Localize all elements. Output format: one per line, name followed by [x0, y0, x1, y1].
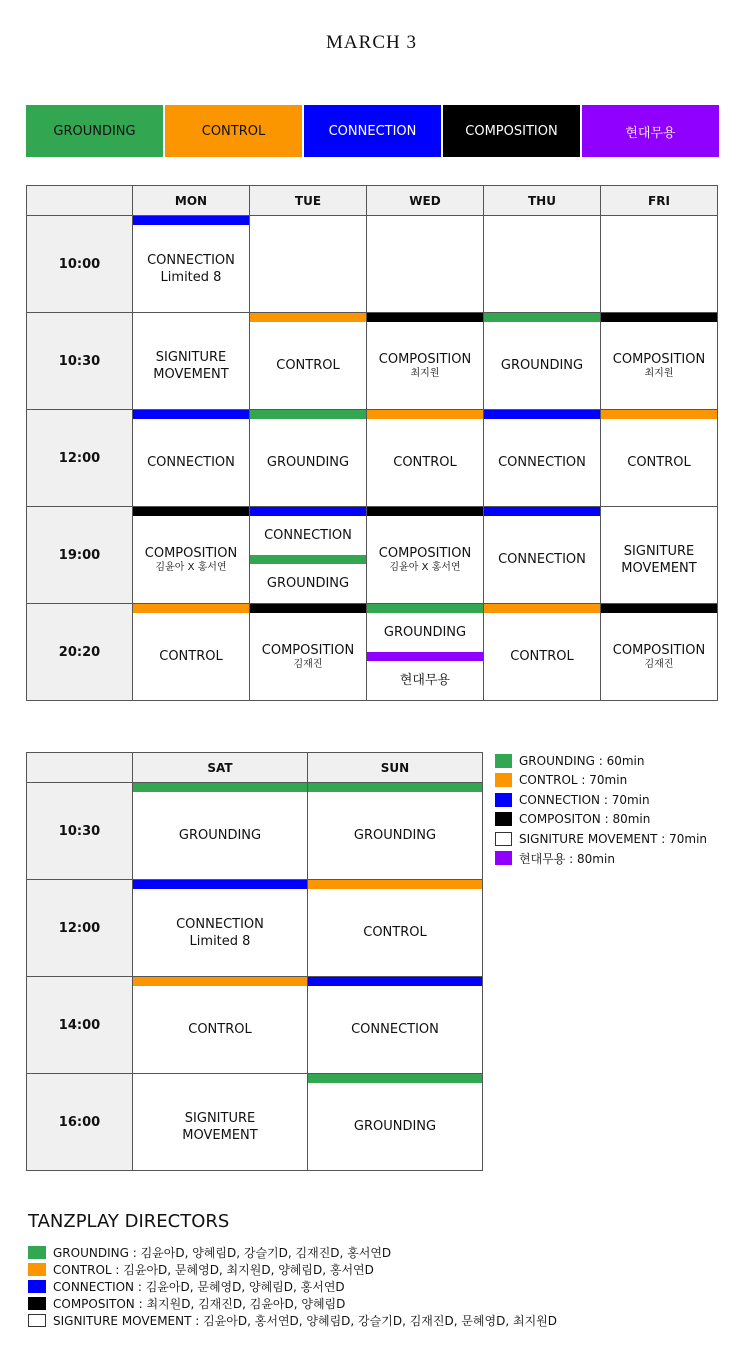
weekend-schedule-table [26, 752, 483, 1171]
schedule-cell [601, 410, 718, 507]
class-name: CONNECTION [264, 528, 352, 543]
legend-grounding: GROUNDING [26, 105, 163, 157]
class-director: 최지원 [410, 368, 440, 379]
class-name: CONNECTION [351, 1022, 439, 1037]
schedule-cell [250, 313, 367, 410]
class-director: 김재진 [644, 659, 674, 670]
schedule-cell [308, 1074, 483, 1171]
class-name: 현대무용 [399, 673, 451, 688]
schedule-cell [250, 604, 367, 701]
class-color-bar [308, 1074, 482, 1083]
day-header-sat: SAT [133, 753, 308, 783]
class-entry [308, 792, 482, 879]
class-color-bar [601, 313, 717, 322]
class-color-bar [484, 604, 600, 613]
time-row [27, 410, 718, 507]
class-name: CONTROL [188, 1022, 252, 1037]
class-name: GROUNDING [500, 358, 584, 373]
director-text: GROUNDING : 김윤아D, 양혜림D, 강슬기D, 김재진D, 홍서연D [53, 1246, 392, 1260]
class-director: 김재진 [293, 659, 323, 670]
duration-text: CONTROL : 70min [519, 773, 628, 788]
time-row [27, 880, 483, 977]
time-cell: 10:00 [27, 216, 133, 313]
class-name: CONNECTION [176, 916, 264, 932]
duration-text: SIGNITURE MOVEMENT : 70min [519, 831, 708, 846]
class-entry [133, 322, 249, 409]
class-name: CONNECTION [147, 252, 235, 268]
class-color-bar [250, 410, 366, 419]
class-name: CONNECTION [498, 552, 586, 567]
class-entry [367, 516, 483, 603]
class-entry [133, 986, 307, 1073]
duration-text: 현대무용 : 80min [519, 851, 615, 866]
class-color-bar [484, 313, 600, 322]
class-name: COMPOSITION [378, 546, 472, 561]
class-name: SIGNITURE [184, 1110, 256, 1126]
day-header-fri: FRI [601, 186, 718, 216]
duration-text: COMPOSITON : 80min [519, 812, 651, 827]
schedule-cell [367, 507, 484, 604]
class-name: COMPOSITION [612, 643, 706, 658]
duration-item [495, 810, 707, 830]
class-entry [250, 419, 366, 506]
class-name: GROUNDING [353, 1119, 437, 1134]
class-name: GROUNDING [383, 625, 467, 640]
class-name: CONTROL [393, 455, 457, 470]
class-entry [601, 419, 717, 506]
class-color-bar [133, 1074, 307, 1083]
schedule-cell [250, 216, 367, 313]
class-entry [601, 516, 717, 603]
color-swatch [495, 832, 512, 846]
time-row [27, 783, 483, 880]
class-name: SIGNITURE [623, 543, 695, 559]
class-name: CONTROL [363, 925, 427, 940]
class-color-bar [250, 555, 366, 564]
class-entry [250, 613, 366, 700]
class-color-bar [133, 880, 307, 889]
schedule-cell [133, 216, 250, 313]
time-cell: 14:00 [27, 977, 133, 1074]
class-entry [367, 419, 483, 506]
director-item [28, 1295, 557, 1312]
director-item [28, 1244, 557, 1261]
director-text: SIGNITURE MOVEMENT : 김윤아D, 홍서연D, 양혜림D, 강슬기D, 김재진D, 문혜영D, 최지원D [53, 1314, 558, 1328]
class-name: COMPOSITION [612, 352, 706, 367]
class-entry [133, 613, 249, 700]
schedule-cell [601, 313, 718, 410]
color-swatch [495, 812, 512, 826]
class-color-bar [250, 507, 366, 516]
class-name: GROUNDING [353, 828, 437, 843]
time-cell: 10:30 [27, 313, 133, 410]
time-cell: 19:00 [27, 507, 133, 604]
director-item [28, 1261, 557, 1278]
day-header-mon: MON [133, 186, 250, 216]
class-name: CONNECTION [147, 455, 235, 470]
class-color-bar [133, 604, 249, 613]
legend-control: CONTROL [165, 105, 302, 157]
schedule-cell [133, 410, 250, 507]
schedule-cell [367, 410, 484, 507]
class-director: 김윤아 X 홍서연 [389, 562, 461, 573]
weekday-schedule-table [26, 185, 718, 701]
schedule-cell [133, 977, 308, 1074]
schedule-cell [308, 880, 483, 977]
header-row [27, 753, 483, 783]
schedule-cell [308, 977, 483, 1074]
time-row [27, 1074, 483, 1171]
color-swatch [495, 773, 512, 787]
class-entry [133, 516, 249, 603]
header-corner [27, 186, 133, 216]
director-text: CONTROL : 김윤아D, 문혜영D, 최지원D, 양혜림D, 홍서연D [53, 1263, 374, 1277]
class-entry [367, 322, 483, 409]
color-swatch [495, 754, 512, 768]
class-entry [367, 613, 483, 652]
class-color-bar [133, 977, 307, 986]
color-swatch [28, 1314, 46, 1327]
time-row [27, 977, 483, 1074]
class-name: GROUNDING [266, 455, 350, 470]
class-entry [133, 1083, 307, 1170]
schedule-cell [133, 507, 250, 604]
class-color-bar [133, 410, 249, 419]
class-entry [484, 613, 600, 700]
header-corner [27, 753, 133, 783]
class-color-bar [367, 410, 483, 419]
class-name: MOVEMENT [621, 560, 697, 576]
time-cell: 20:20 [27, 604, 133, 701]
class-entry [250, 322, 366, 409]
class-name: Limited 8 [189, 933, 251, 949]
time-cell: 10:30 [27, 783, 133, 880]
time-row [27, 216, 718, 313]
duration-item [495, 790, 707, 810]
schedule-cell [484, 313, 601, 410]
class-entry [601, 322, 717, 409]
color-swatch [495, 851, 512, 865]
schedule-cell [367, 313, 484, 410]
class-entry [250, 516, 366, 555]
class-duration-legend [495, 751, 707, 868]
day-header-wed: WED [367, 186, 484, 216]
director-item [28, 1312, 557, 1329]
director-item [28, 1278, 557, 1295]
color-swatch [28, 1297, 46, 1310]
class-director: 최지원 [644, 368, 674, 379]
time-row [27, 313, 718, 410]
color-swatch [28, 1246, 46, 1259]
day-header-sun: SUN [308, 753, 483, 783]
page-title: MARCH 3 [326, 32, 417, 53]
class-color-bar [367, 604, 483, 613]
class-name: SIGNITURE [155, 349, 227, 365]
schedule-cell [250, 507, 367, 604]
class-name: CONTROL [159, 649, 223, 664]
schedule-cell [250, 410, 367, 507]
class-color-bar [601, 604, 717, 613]
director-text: COMPOSITON : 최지원D, 김재진D, 김윤아D, 양혜림D [53, 1297, 346, 1311]
schedule-cell [601, 604, 718, 701]
class-entry [250, 564, 366, 603]
schedule-cell [601, 216, 718, 313]
class-entry [484, 419, 600, 506]
class-name: GROUNDING [266, 576, 350, 591]
class-entry [308, 1083, 482, 1170]
class-color-bar [367, 507, 483, 516]
class-name: CONTROL [276, 358, 340, 373]
class-entry [133, 225, 249, 312]
legend-현대무용: 현대무용 [582, 105, 719, 157]
class-director: 김윤아 X 홍서연 [155, 562, 227, 573]
color-swatch [28, 1280, 46, 1293]
class-name: CONNECTION [498, 455, 586, 470]
class-color-bar [601, 410, 717, 419]
class-name: Limited 8 [160, 269, 222, 285]
class-color-bar [133, 216, 249, 225]
duration-item [495, 751, 707, 771]
time-cell: 16:00 [27, 1074, 133, 1171]
header-row [27, 186, 718, 216]
schedule-cell [484, 410, 601, 507]
schedule-cell [133, 880, 308, 977]
class-color-bar [601, 507, 717, 516]
schedule-cell [367, 604, 484, 701]
class-color-bar [133, 783, 307, 792]
schedule-cell [484, 604, 601, 701]
schedule-cell [133, 604, 250, 701]
class-color-bar [484, 410, 600, 419]
duration-text: CONNECTION : 70min [519, 792, 650, 807]
class-entry [133, 792, 307, 879]
color-swatch [28, 1263, 46, 1276]
class-name: GROUNDING [178, 828, 262, 843]
class-name: COMPOSITION [378, 352, 472, 367]
schedule-cell [601, 507, 718, 604]
class-color-bar [250, 313, 366, 322]
color-swatch [495, 793, 512, 807]
schedule-cell [308, 783, 483, 880]
class-color-bar [133, 507, 249, 516]
class-color-legend [26, 105, 721, 157]
class-name: MOVEMENT [153, 366, 229, 382]
class-color-bar [133, 313, 249, 322]
class-color-bar [367, 652, 483, 661]
class-color-bar [250, 604, 366, 613]
class-color-bar [308, 880, 482, 889]
class-color-bar [308, 977, 482, 986]
schedule-cell [367, 216, 484, 313]
duration-item [495, 849, 707, 869]
class-color-bar [367, 313, 483, 322]
class-entry [133, 419, 249, 506]
class-entry [308, 889, 482, 976]
time-cell: 12:00 [27, 880, 133, 977]
schedule-cell [484, 216, 601, 313]
day-header-thu: THU [484, 186, 601, 216]
schedule-cell [484, 507, 601, 604]
class-color-bar [484, 507, 600, 516]
director-text: CONNECTION : 김윤아D, 문혜영D, 양혜림D, 홍서연D [53, 1280, 345, 1294]
class-color-bar [308, 783, 482, 792]
legend-composition: COMPOSITION [443, 105, 580, 157]
duration-text: GROUNDING : 60min [519, 753, 645, 768]
class-entry [601, 613, 717, 700]
time-row [27, 507, 718, 604]
schedule-cell [133, 313, 250, 410]
class-name: CONTROL [627, 455, 691, 470]
class-entry [367, 661, 483, 700]
schedule-cell [133, 783, 308, 880]
duration-item [495, 829, 707, 849]
class-name: COMPOSITION [144, 546, 238, 561]
time-cell: 12:00 [27, 410, 133, 507]
schedule-cell [133, 1074, 308, 1171]
duration-item [495, 771, 707, 791]
class-name: MOVEMENT [182, 1127, 258, 1143]
directors-list [28, 1244, 557, 1329]
time-row [27, 604, 718, 701]
class-name: COMPOSITION [261, 643, 355, 658]
class-entry [133, 889, 307, 976]
day-header-tue: TUE [250, 186, 367, 216]
class-entry [484, 516, 600, 603]
class-name: CONTROL [510, 649, 574, 664]
legend-connection: CONNECTION [304, 105, 441, 157]
class-entry [484, 322, 600, 409]
directors-title: TANZPLAY DIRECTORS [28, 1211, 230, 1232]
class-entry [308, 986, 482, 1073]
